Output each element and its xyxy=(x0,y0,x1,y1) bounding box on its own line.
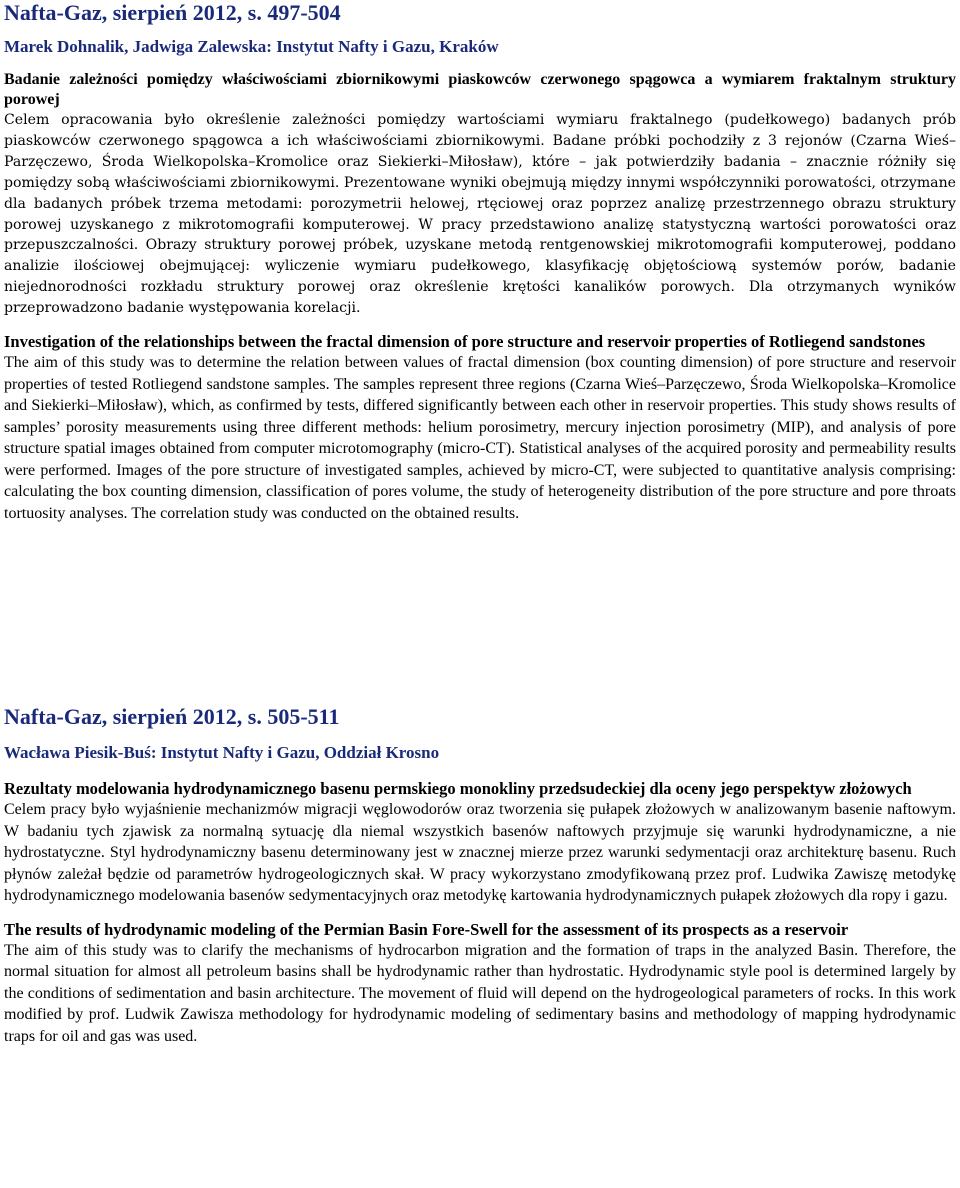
title-polish: Badanie zależności pomiędzy właściwościami zbiornikowymi piaskowców czerwonego spągowca a wymiarem fraktalnym struktury porowej xyxy=(4,71,956,108)
article-entry xyxy=(4,0,956,524)
abstract-english: The aim of this study was to clarify the mechanisms of hydrocarbon migration and the formation of traps in the analyzed Basin. Therefore, the normal situation for almost all petroleum basins shall be hydrodynamic rather than hydrostatic. Hydrodynamic style pool is determined largely by the conditions of sedimentation and basin architecture. The movement of fluid will depend on the hydrogeological parameters of rocks. In this work modified by prof. Ludwik Zawisza methodology for hydrodynamic modeling of sedimentary basins and methodology of mapping hydrodynamic traps for oil and gas was used. xyxy=(4,941,956,1045)
authors-affiliation: Marek Dohnalik, Jadwiga Zalewska: Instytut Nafty i Gazu, Kraków xyxy=(4,37,499,56)
journal-citation: Nafta-Gaz, sierpień 2012, s. 497-504 xyxy=(4,0,341,25)
article-entry xyxy=(4,704,956,1047)
abstract-polish: Celem opracowania było określenie zależności pomiędzy wartościami wymiaru fraktalnego (pudełkowego) badanych prób piaskowców czerwonego spągowca a ich właściwościami zbiornikowymi. Badane próbki pochodziły z 3 rejonów (Czarna Wieś–Parzęczewo, Środa Wielkopolska–Kromolice oraz Siekierki–Miłosław), które – jak potwierdziły badania – znacznie różniły się pomiędzy sobą właściwościami zbiornikowymi. Prezentowane wyniki obejmują między innymi współczynniki porowatości, otrzymane dla badanych próbek trzema metodami: porozymetrii helowej, rtęciowej oraz poprzez analizę przestrzennego obrazu struktury porowej uzyskanego z mikrotomografii komputerowej. W pracy przedstawiono analizę statystyczną wartości porowatości oraz przepuszczalności. Obrazy struktury porowej próbek, uzyskane metodą rentgenowskiej mikrotomografii komputerowej, poddano analizie ilościowej obejmującej: wyliczenie wymiaru pudełkowego, klasyfikację objętościową systemów porów, badanie niejednorodności rozkładu struktury porowej oraz określenie krętości kanalików porowych. Dla otrzymanych wyników przeprowadzono badanie występowania korelacji. xyxy=(4,112,956,317)
journal-citation: Nafta-Gaz, sierpień 2012, s. 505-511 xyxy=(4,704,340,729)
abstract-english: The aim of this study was to determine the relation between values of fractal dimension (box counting dimension) of pore structure and reservoir properties of tested Rotliegend sandstone samples. The samples represent three regions (Czarna Wieś–Parzęczewo, Środa Wielkopolska–Kromolice and Siekierki–Miłosław), which, as confirmed by tests, differed significantly between each other in reservoir properties. This study shows results of samples’ porosity measurements using three different methods: helium porosimetry, mercury injection porosimetry (MIP), and analysis of pore structure spatial images obtained from computer microtomography (micro-CT). Statistical analyses of the acquired porosity and permeability results were performed. Images of the pore structure of investigated samples, achieved by micro-CT, were subjected to quantitative analysis comprising: calculating the box counting dimension, classification of pores volume, the study of heterogeneity distribution of the pore structure and pore throats tortuosity analyses. The correlation study was conducted on the obtained results. xyxy=(4,354,956,522)
title-english: Investigation of the relationships between the fractal dimension of pore structure and reservoir properties of Rotliegend sandstones xyxy=(4,332,926,352)
abstract-polish: Celem pracy było wyjaśnienie mechanizmów migracji węglowodorów oraz tworzenia się pułapek złożowych w analizowanym basenie naftowym. W badaniu tych zjawisk za normalną sytuację dla niemal wszystkich basenów naftowych przyjmuje się warunki hydrodynamiczne, a nie hydrostatyczne. Styl hydrodynamiczny basenu determinowany jest w znacznej mierze przez warunki sedymentacji oraz architekturę basenu. Ruch płynów zależał będzie od parametrów hydrogeologicznych skał. W pracy wykorzystano zmodyfikowaną przez prof. Ludwika Zawiszę metodykę hydrodynamicznego modelowania basenów sedymentacyjnych oraz metodykę kartowania hydrodynamicznych pułapek złożowych dla ropy i gazu. xyxy=(4,801,956,904)
title-english: The results of hydrodynamic modeling of the Permian Basin Fore-Swell for the assessment of its prospects as a reservoir xyxy=(4,919,849,939)
title-polish: Rezultaty modelowania hydrodynamicznego basenu permskiego monokliny przedsudeckiej dla oceny jego perspektyw złożowych xyxy=(4,779,912,798)
authors-affiliation: Wacława Piesik-Buś: Instytut Nafty i Gazu, Oddział Krosno xyxy=(4,743,440,762)
